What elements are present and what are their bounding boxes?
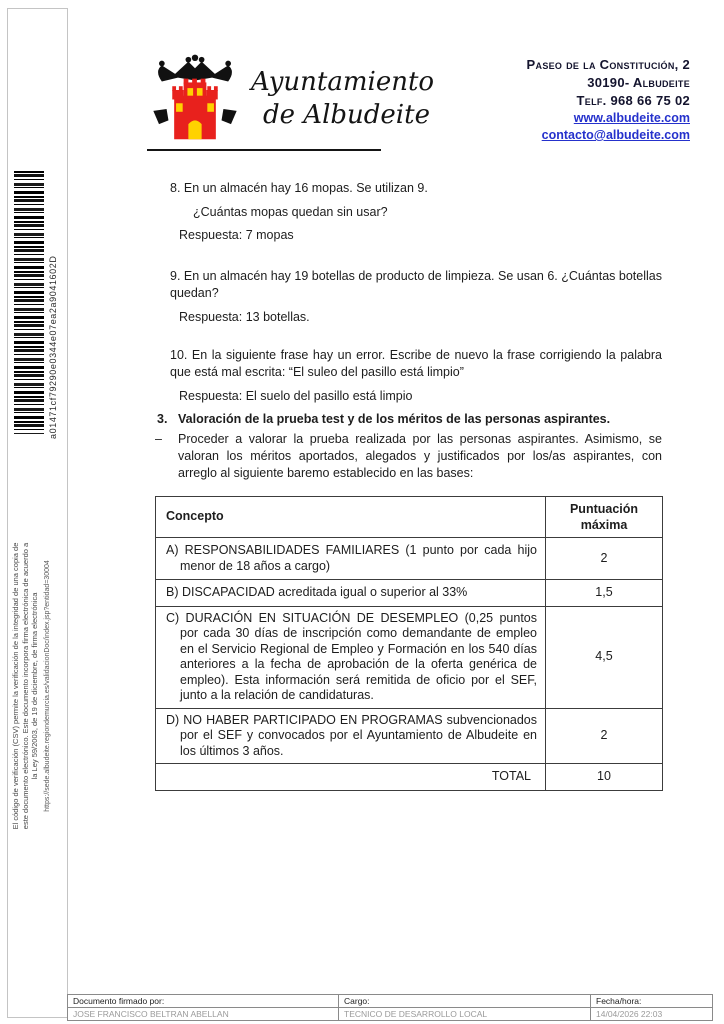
points-c: 4,5: [546, 606, 663, 708]
section-3-paragraph: [155, 431, 662, 482]
albudeite-coat-of-arms-icon: [147, 54, 243, 144]
verification-strip: [7, 8, 68, 1018]
total-label: TOTAL: [156, 764, 546, 791]
header-divider: [147, 149, 381, 151]
question-8-answer: Respuesta: 7 mopas: [179, 228, 294, 242]
question-10-answer: Respuesta: El suelo del pasillo está limpio: [179, 389, 413, 403]
verification-barcode: [14, 171, 44, 434]
table-total-row: [156, 764, 663, 791]
points-b: 1,5: [546, 580, 663, 607]
header-contact-block: [527, 56, 690, 144]
org-name: [251, 66, 434, 132]
csv-code: a01471cf79290e0344e07ea2a9041602D: [48, 255, 58, 439]
total-value: 10: [546, 764, 663, 791]
legal-line: la Ley 59/2003, de 19 de diciembre, de firma electrónica: [30, 592, 39, 780]
position-value: TECNICO DE DESARROLLO LOCAL: [339, 1008, 591, 1021]
table-row: [156, 708, 663, 764]
org-name-line1: Ayuntamiento: [251, 67, 435, 97]
legal-verification-text: [11, 525, 52, 847]
baremo-table: [155, 496, 663, 791]
dash-bullet: –: [155, 432, 162, 446]
address-line2: 30190- Albudeite: [587, 75, 690, 90]
datetime-value: 14/04/2026 22:03: [591, 1008, 713, 1021]
section-3-title: Valoración de la prueba test y de los méritos de las personas aspirantes.: [178, 412, 611, 426]
question-9-text: 9. En un almacén hay 19 botellas de producto de limpieza. Se usan 6. ¿Cuántas botellas quedan?: [170, 269, 662, 300]
col-header-concepto: Concepto: [156, 497, 546, 538]
org-name-line2: de Albudeite: [263, 100, 430, 130]
question-9-answer: Respuesta: 13 botellas.: [179, 310, 310, 324]
position-label: Cargo:: [339, 995, 591, 1008]
document-body: [155, 172, 662, 791]
points-a: 2: [546, 538, 663, 580]
table-row: [156, 580, 663, 607]
section-3-heading: [157, 411, 662, 428]
concept-d: D) NO HABER PARTICIPADO EN PROGRAMAS subvencionados por el SEF y convocados por el Ayuntamiento de Albudeite en los últimos 3 años.: [156, 708, 546, 764]
concept-c: C) DURACIÓN EN SITUACIÓN DE DESEMPLEO (0,25 puntos por cada 30 días de inscripción como demandante de empleo en el Servicio Regional de Empleo y Formación en los 540 días anteriores a la fecha de aprobación de la oferta genérica de empleo). Esta información será remitida de oficio por el SEF, junto a la relación de candidaturas.: [156, 606, 546, 708]
section-3-number: 3.: [157, 412, 168, 426]
phone-line: Telf. 968 66 75 02: [576, 93, 690, 108]
signature-footer-table: [67, 994, 713, 1021]
datetime-label: Fecha/hora:: [591, 995, 713, 1008]
question-10-text: 10. En la siguiente frase hay un error. Escribe de nuevo la frase corrigiendo la palabra que está mal escrita: “El suleo del pasillo está limpio”: [170, 348, 662, 379]
footer-label-row: [68, 995, 713, 1008]
table-header-row: [156, 497, 663, 538]
section-3-paragraph-text: Proceder a valorar la prueba realizada por las personas aspirantes. Asimismo, se valoran los méritos aportados, alegados y justificados por los/as aspirantes, con arreglo al siguiente baremo establecido en las bases:: [178, 432, 662, 480]
website-link[interactable]: www.albudeite.com: [573, 111, 690, 125]
table-row: [156, 538, 663, 580]
points-d: 2: [546, 708, 663, 764]
footer-value-row: [68, 1008, 713, 1021]
question-8-subquestion: ¿Cuántas mopas quedan sin usar?: [193, 205, 388, 219]
legal-line: este documento electrónico. Este documento incorpora firma electrónica de acuerdo a: [20, 542, 30, 830]
concept-a: A) RESPONSABILIDADES FAMILIARES (1 punto por cada hijo menor de 18 años a cargo): [156, 538, 546, 580]
email-link[interactable]: contacto@albudeite.com: [541, 128, 690, 142]
table-row: [156, 606, 663, 708]
legal-line: El código de verificación (CSV) permite la verificación de la integridad de una copia de: [11, 542, 20, 830]
signed-by-value: JOSE FRANCISCO BELTRAN ABELLAN: [68, 1008, 339, 1021]
header-logo-block: [147, 54, 435, 151]
signed-by-label: Documento firmado por:: [68, 995, 339, 1008]
concept-b: B) DISCAPACIDAD acreditada igual o superior al 33%: [156, 580, 546, 607]
question-8-text: 8. En un almacén hay 16 mopas. Se utilizan 9.: [170, 181, 428, 195]
col-header-puntuacion: Puntuación máxima: [546, 497, 663, 538]
validation-url: https://sede.albudeite.regiondemurcia.es/validacionDoc/index.jsp?entidad=30004: [43, 560, 51, 812]
address-line1: Paseo de la Constitución, 2: [526, 57, 690, 72]
